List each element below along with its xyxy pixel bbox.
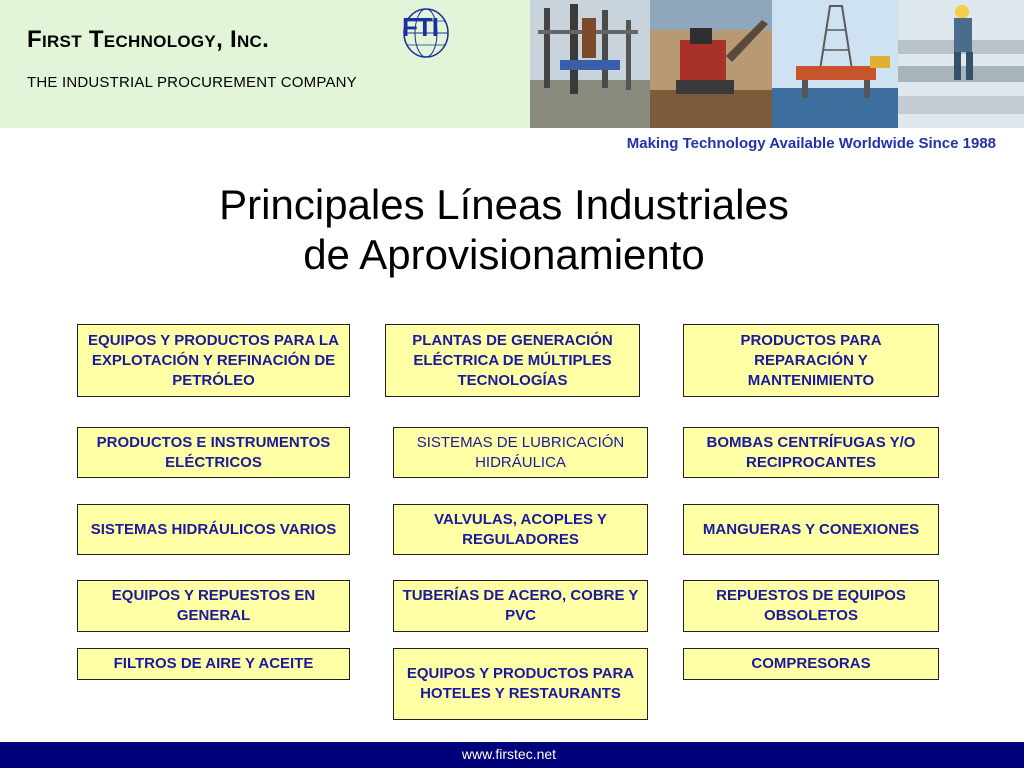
category-box: EQUIPOS Y REPUESTOS EN GENERAL	[77, 580, 350, 632]
company-slogan: Making Technology Available Worldwide Since 1988	[626, 135, 996, 152]
logo-text: FTI	[402, 12, 438, 42]
page-title	[0, 180, 1008, 280]
website-link[interactable]: www.firstec.net	[461, 746, 557, 762]
oil-platform-photo	[772, 0, 898, 128]
company-name: First Technology, Inc.	[27, 26, 270, 53]
category-box: SISTEMAS DE LUBRICACIÓN HIDRÁULICA	[393, 427, 648, 478]
footer-bar	[0, 742, 1024, 768]
category-box: TUBERÍAS DE ACERO, COBRE Y PVC	[393, 580, 648, 632]
category-box: PLANTAS DE GENERACIÓN ELÉCTRICA DE MÚLTIPLES TECNOLOGÍAS	[385, 324, 640, 397]
category-box: MANGUERAS Y CONEXIONES	[683, 504, 939, 555]
category-box: EQUIPOS Y PRODUCTOS PARA HOTELES Y RESTAURANTS	[393, 648, 648, 720]
category-box: PRODUCTOS E INSTRUMENTOS ELÉCTRICOS	[77, 427, 350, 478]
header-band	[0, 0, 530, 128]
category-box: COMPRESORAS	[683, 648, 939, 680]
category-box: VALVULAS, ACOPLES Y REGULADORES	[393, 504, 648, 555]
category-box: REPUESTOS DE EQUIPOS OBSOLETOS	[683, 580, 939, 632]
category-box: BOMBAS CENTRÍFUGAS Y/O RECIPROCANTES	[683, 427, 939, 478]
pipeline-worker-photo	[898, 0, 1024, 128]
industrial-photo-strip	[530, 0, 1024, 128]
category-box: EQUIPOS Y PRODUCTOS PARA LA EXPLOTACIÓN Y REFINACIÓN DE PETRÓLEO	[77, 324, 350, 397]
category-box: SISTEMAS HIDRÁULICOS VARIOS	[77, 504, 350, 555]
substation-photo	[530, 0, 650, 128]
company-tagline: THE INDUSTRIAL PROCUREMENT COMPANY	[27, 74, 357, 91]
title-line-1: Principales Líneas Industriales	[219, 181, 789, 228]
category-box: FILTROS DE AIRE Y ACEITE	[77, 648, 350, 680]
title-line-2: de Aprovisionamiento	[303, 231, 705, 278]
category-box: PRODUCTOS PARA REPARACIÓN Y MANTENIMIENTO	[683, 324, 939, 397]
fti-logo	[388, 6, 452, 60]
mining-shovel-photo	[650, 0, 772, 128]
